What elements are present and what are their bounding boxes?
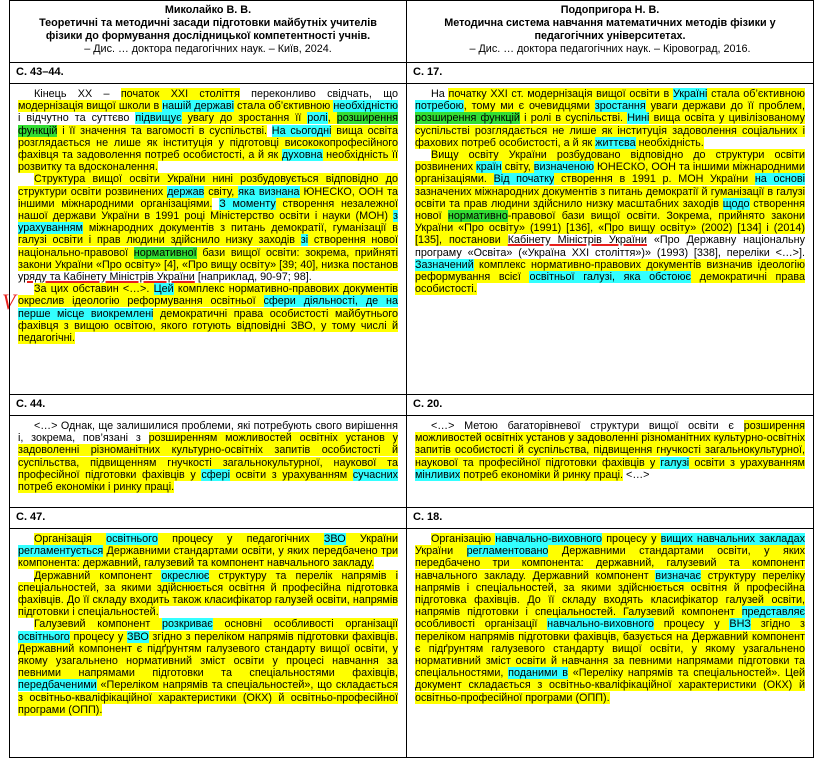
highlighted-text: демократичні права особистості майбутнього фахівця з вищою освітою, якого готують відповідні ЗВО, у тому числі й педагогічні. (18, 307, 398, 345)
plain-text: Кінець ХХ – (34, 88, 121, 100)
highlighted-text: і ролі в суспільстві. (519, 112, 628, 125)
plain-text: «Про Державну національну програму «Освіта» («Україна ХХІ століття»)» (1993) [338], переліки <…>]. (415, 234, 805, 259)
left-page-ref: С. 43–44. (16, 66, 64, 78)
left-source-header (10, 1, 406, 62)
highlighted-text: навчально-виховного (495, 533, 603, 545)
highlighted-text: Організацію (431, 533, 496, 545)
highlighted-text: потреб економіки й ринку праці. (460, 468, 624, 481)
right-page-ref: С. 17. (413, 66, 443, 78)
right-page-ref: С. 18. (413, 511, 443, 523)
highlighted-text: сфери діяльності, де на перше місце виокремлені (18, 295, 399, 320)
comparison-table (9, 0, 814, 758)
highlighted-text: створення нової національно-правової (18, 234, 398, 259)
plain-text: <…> Однак, ще залишилися проблеми, які потребують свого вирішення і, зокрема, пов’язані з (18, 420, 398, 445)
highlighted-text: структуру та перелік напрямів і спеціальностей, за якими здійснюється освітня й професійна підготовка фахівців. До її складу входить також класифікатор галузей освіти, напрямів підготовки і спеціальностей. (18, 569, 398, 619)
right-cell (407, 416, 814, 508)
highlighted-text: держав (167, 185, 205, 198)
passage-paragraph (18, 533, 398, 570)
table-row (10, 416, 814, 508)
highlighted-text: мінливих (415, 468, 461, 481)
highlighted-text: зазначених міжнародних документів з питань демократії й гуманізації в галузі освіти та прав людини здійснило низку масштабних заходів (415, 185, 805, 210)
highlighted-text: на основі (754, 173, 805, 186)
right-header-cell (407, 1, 814, 63)
highlighted-text: створення незалежної нашої держави України в 1991 році Міністерство освіти і науки (МОН) (18, 197, 399, 223)
highlighted-text: нормативної (133, 246, 197, 259)
plain-text: <…> (623, 468, 650, 481)
highlighted-text: процесу у (653, 618, 730, 631)
highlighted-text: Державний компонент (34, 569, 162, 582)
plain-text: і відчутно та суттєво (18, 112, 136, 125)
highlighted-text: ЮНЕСКО, ООН та іншими міжнародними організаціями. (415, 161, 805, 186)
highlighted-text: розширення функцій (415, 112, 520, 125)
highlighted-text: розкриває (162, 618, 213, 631)
highlighted-text: нормативно (447, 210, 508, 223)
right-cell (407, 395, 814, 416)
left-cell (10, 508, 407, 529)
highlighted-text: створення в 1991 р. МОН України (554, 173, 755, 186)
right-passage (407, 416, 813, 507)
highlighted-text: розширення функцій (18, 112, 398, 137)
right-author: Подопригора Н. В. (560, 4, 660, 16)
table-row (10, 395, 814, 416)
highlighted-text: освіти з урахуванням (230, 468, 353, 481)
right-passage (407, 84, 813, 394)
highlighted-text: ЗВО (323, 533, 346, 545)
right-source-header (407, 1, 813, 62)
plain-text: На (431, 88, 449, 100)
highlighted-text: початку ХХІ ст. модернізація вищої освіти в (448, 88, 673, 100)
highlighted-text: -правової бази вищої освіти. Зокрема, прийнято закони України «Про освіту» (1991) [136], «Про вищу освіту» (2002) [134] і (2014) [135], постанови (415, 210, 805, 247)
right-passage (407, 529, 813, 757)
highlighted-text: Зазначений (415, 258, 474, 271)
highlighted-text: регламентовано (466, 545, 549, 558)
highlighted-text: потреб економіки і ринку праці. (18, 481, 175, 494)
highlighted-text: світу, (501, 161, 534, 174)
highlighted-text: вища освіта розглядається не лише як інституція у підготовці висококопрофесійного фахівця та задоволення потреб особистості, а й як (18, 124, 399, 162)
highlighted-text: особливості організації (415, 618, 548, 631)
right-title: Методична система навчання математичних методів фізики у педагогічних університетах. (444, 17, 776, 42)
passage-paragraph (415, 88, 805, 149)
highlighted-text: зростання (594, 100, 646, 113)
plain-text: [наприклад, 90-97; 98]. (194, 271, 312, 284)
table-row (10, 529, 814, 758)
left-page-ref: С. 44. (16, 398, 46, 410)
highlighted-text: поданими в (508, 667, 568, 680)
highlighted-text: світу, (204, 185, 239, 198)
left-citation: – Дис. … доктора педагогічних наук. – Київ, 2024. (84, 43, 332, 55)
highlighted-text: сфері (201, 468, 231, 481)
highlighted-text: процесу у педагогічних (157, 533, 324, 545)
highlighted-text: сучасних (352, 468, 398, 481)
header-row (10, 1, 814, 63)
passage-paragraph (18, 618, 398, 716)
highlighted-text: ЮНЕСКО, ООН та іншими міжнародними організаціями. (18, 185, 398, 210)
highlighted-text: необхідністю (333, 100, 399, 113)
highlighted-text: визначає (655, 569, 701, 582)
left-author: Миколайко В. В. (164, 4, 252, 16)
highlighted-text: уваги держави до її проблем, (645, 100, 805, 113)
highlighted-text: регламентується (18, 545, 104, 558)
highlighted-text: підвищує (135, 112, 182, 125)
highlighted-text: «Переліку напрямів та спеціальностей». Цей документ складається з освітньо-кваліфікаційної характеристики (ОКХ) й освітньо-професійної програми (ОПП). (415, 667, 806, 704)
highlighted-text: На сьогодні (271, 124, 332, 137)
highlighted-text: представляє (741, 606, 805, 619)
right-cell (407, 84, 814, 395)
right-citation: – Дис. … доктора педагогічних наук. – Кіровоград, 2016. (469, 43, 751, 55)
right-page-ref: С. 20. (413, 398, 443, 410)
passage-paragraph (415, 420, 805, 481)
highlighted-text: , тому ми є очевидцями (463, 100, 595, 113)
highlighted-text: створення нової (415, 197, 805, 223)
left-cell (10, 84, 407, 395)
highlighted-text: вищих навчальних закладах (660, 533, 805, 545)
highlighted-text: увагу до зростання її (181, 112, 308, 125)
highlighted-text: Державними стандартами освіти, у яких передбачено три компонента: державний, галузевий та компонент навчального закладу. (18, 545, 398, 570)
highlighted-text: процесу у (69, 630, 127, 643)
left-passage (10, 84, 406, 394)
highlighted-text: освіти з урахуванням (689, 456, 805, 469)
highlighted-text: Цей (153, 283, 174, 296)
highlighted-text: і її значення та вагомості в суспільстві. (57, 124, 267, 137)
highlighted-text: демократичні права особистості. (415, 271, 806, 296)
highlighted-text: розширенням можливостей освітніх установ у задоволенні різноманітних культурно-освітніх запитів особистості й суспільства, підвищенням гнучкості загальнокультурної, наукової та професійної підготовки фахівців у (18, 432, 398, 481)
passage-paragraph (18, 283, 398, 344)
left-cell (10, 529, 407, 758)
passage-paragraph (18, 173, 398, 283)
left-cell (10, 416, 407, 508)
highlighted-text: вища освіта у цивілізованому суспільстві розглядається не лише як інституція задоволення соціальних і фахових потреб особистості, а й як (415, 112, 805, 149)
highlighted-text: комплекс нормативно-правових документів визначив ідеологію реформування всієї (415, 258, 805, 284)
highlighted-text: З моменту (219, 197, 276, 210)
highlighted-text: освітнього (18, 630, 70, 643)
highlighted-text: структуру переліку напрямів і спеціальностей, за якими здійснюється освітня й професійна підготовка фахівців. До її складу входять класифікатор галузей освіти, напрямів підготовки і спеціальностей. Галузевий компонент (415, 569, 805, 619)
highlighted-text: уряду та Кабінету Міністрів України (18, 271, 195, 284)
highlighted-text: розширення можливостей освітніх установ у задоволенні різноманітних культурно-освітніх запитів особистості й суспільства, підвищення гнучкості загальнокультурної, наукової та професійної підготовки фахівців у (415, 420, 805, 469)
plain-text: <…> Метою багаторівневої структури вищої освіти є (431, 420, 744, 432)
plain-text: переконливо свідчать, що (239, 88, 398, 100)
highlighted-text: необхідність. (635, 136, 704, 149)
left-cell (10, 395, 407, 416)
highlighted-text: згідно з переліком напрямів підготовки фахівців. Державний компонент є підґрунтям галузевого стандарту вищої освіти, у якому узагальнено нормативний зміст освіти у процесі навчання за певними напрямами підготовки та спеціальностями фахівців, (18, 630, 398, 680)
left-title: Теоретичні та методичні засади підготовки майбутніх учителів фізики до формування дослідницької компетентності учнів. (39, 17, 377, 42)
highlighted-text: Галузевий компонент (34, 618, 163, 631)
highlighted-text: зі (300, 234, 309, 247)
highlighted-text: передбаченими (18, 679, 97, 692)
highlighted-text: духовна (281, 149, 323, 162)
right-cell (407, 63, 814, 84)
table-row (10, 84, 814, 395)
highlighted-text: Від початку (493, 173, 555, 186)
highlighted-text: стала об’єктивною (233, 100, 334, 113)
table-row (10, 508, 814, 529)
highlighted-text: окреслює (161, 569, 210, 582)
handwritten-v-mark: V (2, 289, 16, 314)
highlighted-text: стала об’єктивною (707, 88, 805, 100)
left-passage (10, 529, 406, 757)
highlighted-text: «Переліком напрямів та спеціальностей», що складається з освітньо-кваліфікаційної характеристики (ОКХ) й освітньо-професійної програми (ОПП). (18, 679, 398, 716)
highlighted-text: щодо (722, 197, 750, 210)
left-header-cell (10, 1, 407, 63)
highlighted-text: України (345, 533, 398, 545)
highlighted-text: життєва (595, 136, 636, 149)
passage-paragraph (415, 149, 805, 295)
highlighted-text: визначеною (533, 161, 594, 174)
left-page-ref: С. 47. (16, 511, 46, 523)
left-cell (10, 63, 407, 84)
highlighted-text: потребою (415, 100, 464, 113)
passage-paragraph (415, 533, 805, 704)
highlighted-text: нашій державі (162, 100, 234, 113)
highlighted-text: комплекс нормативно-правових документів окреслив ідеологію реформування освітньої (18, 283, 398, 308)
highlighted-text: України (415, 545, 467, 558)
highlighted-text: Кабінету Міністрів України (507, 234, 647, 247)
highlighted-text: ролі (307, 112, 328, 125)
highlighted-text: Вищу освіту України розбудовано відповідно до структури освіти розвинених (415, 149, 805, 174)
right-cell (407, 508, 814, 529)
highlighted-text: країн (476, 161, 502, 174)
highlighted-text: модернізація вищої школи в (18, 100, 163, 113)
highlighted-text: процесу у (602, 533, 661, 545)
highlighted-text: необхідність її розвитку та вдосконалення. (18, 149, 398, 174)
highlighted-text: основні особливості організації (212, 618, 398, 631)
highlighted-text: Україні (672, 88, 708, 100)
highlighted-text: міжнародних документів з питань демократії, гуманізації в галузі освіти і прав людини здійснило низку заходів (18, 222, 398, 247)
highlighted-text: ВНЗ (729, 618, 751, 631)
highlighted-text: галузі (660, 456, 690, 469)
passage-paragraph (18, 420, 398, 493)
highlighted-text: освітньої галузі, яка обстоює (529, 271, 692, 284)
highlighted-text: ЗВО (126, 630, 149, 643)
passage-paragraph (18, 570, 398, 619)
highlighted-text: бази вищої освіти: зокрема, прийняті закони України «Про освіту» [4], «Про вищу освіту» [39; 40], низка постанов (18, 246, 398, 271)
passage-paragraph (18, 88, 398, 173)
highlighted-text: За цих обставин <…>. (34, 283, 154, 296)
highlighted-text: Структура вищої освіти України нині розбудовується відповідно до структури освіти розвинених (18, 173, 398, 198)
left-passage (10, 416, 406, 507)
right-cell (407, 529, 814, 758)
highlighted-text: , (327, 112, 337, 125)
highlighted-text: освітнього (106, 533, 158, 545)
highlighted-text: з урахуванням (18, 210, 398, 235)
highlighted-text: початок ХХІ століття (120, 88, 240, 100)
highlighted-text: Нині (627, 112, 650, 125)
highlighted-text: навчально-виховного (547, 618, 654, 631)
highlighted-text: Організація (34, 533, 107, 545)
table-row (10, 63, 814, 84)
highlighted-text: Державними стандартами освіти, у яких передбачено три компонента: державний, галузевий та компонент навчального закладу. Державний компонент (415, 545, 806, 582)
highlighted-text: яка визнана (238, 185, 300, 198)
highlighted-text: згідно з переліком напрямів підготовки фахівців, базується на Державний компонент є підґрунтям галузевого стандарту вищої освіти, у якому узагальнено нормативний зміст освіти й навчання за певними напрямами підготовки та спеціальностями, (415, 618, 805, 680)
